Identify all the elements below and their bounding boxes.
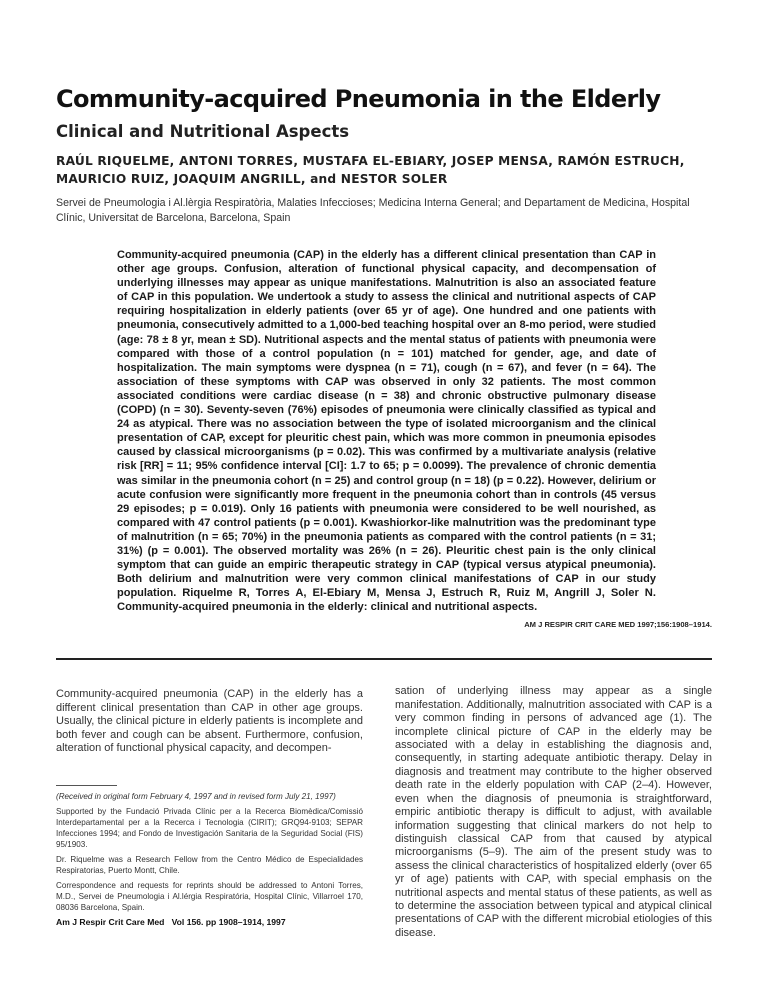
body-left-column: Community-acquired pneumonia (CAP) in the elderly has a different clinical presentation than CAP in other age groups. Usually, the clinical picture in elderly patients is incomplete and both fever and cough can be absent. Furthermore, confusion, alteration of functional physical capacity, and decompen- bbox=[56, 688, 363, 755]
abstract-text: Community-acquired pneumonia (CAP) in the elderly has a different clinical presentation than CAP in other age groups. Confusion, alteration of functional physical capacity, and decompensation of underlying illnesses may appear as unique manifestations. Malnutrition is also an associated feature of CAP in this population. We undertook a study to assess the clinical and nutritional aspects of CAP requiring hospitalization in elderly patients (over 65 yr of age). One hundred and one patients with pneumonia, consecutively admitted to a 1,000-bed teaching hospital over an 8-mo period, were studied (age: 78 ± 8 yr, mean ± SD). Nutritional aspects and the mental status of patients with pneumonia were compared with those of a control population (n = 101) matched for gender, age, and date of hospitalization. The main symptoms were dyspnea (n = 71), cough (n = 67), and fever (n = 64). The association of these symptoms with CAP was observed in only 32 patients. The most common associated conditions were cardiac disease (n = 38) and chronic obstructive pulmonary disease (COPD) (n = 30). Seventy-seven (76%) episodes of pneumonia were clinically classified as typical and 24 as atypical. There was no association between the type of isolated microorganism and the clinical presentation of CAP, except for pleuritic chest pain, which was more common in pneumonia episodes caused by classical microorganisms (p = 0.02). This was confirmed by a multivariate analysis (relative risk [RR] = 11; 95% confidence interval [CI]: 1.7 to 65; p = 0.0099). The prevalence of chronic dementia was similar in the pneumonia cohort (n = 25) and control group (n = 18) (p = 0.22). However, delirium or acute confusion were significantly more frequent in the pneumonia cohort than in controls (45 versus 29 episodes; p = 0.019). Only 16 patients with pneumonia were considered to be well nourished, as compared with 47 control patients (p = 0.001). Kwashiorkor-like malnutrition was the predominant type of malnutrition (n = 65; 70%) in the pneumonia patients as compared with the control patients (n = 31; 31%) (p = 0.001). The observed mortality was 26% (n = 26). Pleuritic chest pain is the only clinical symptom that can guide an empiric therapeutic strategy in CAP (typical versus atypical pneumonia). Both delirium and malnutrition were very common clinical manifestations of CAP in our study population. bbox=[117, 249, 656, 600]
footnote-correspondence: Correspondence and requests for reprints should be addressed to Antoni Torres, M.D., Servei de Pneumologia i Al.lérgia Respiratória, Hospital Clínic, Villarroel 170, 08036 Barcelona, Spain. bbox=[56, 881, 363, 913]
abstract-citation: Riquelme R, Torres A, El-Ebiary M, Mensa J, Estruch R, Ruiz M, Angrill J, Soler N. Community-acquired pneumonia in the elderly: clinical and nutritional aspects. bbox=[117, 587, 656, 614]
affiliation: Servei de Pneumologia i Al.lèrgia Respiratòria, Malaties Infeccioses; Medicina Interna General; and Departament de Medicina, Hospital Clínic, Universitat de Barcelona, Barcelona, Spain bbox=[56, 197, 690, 224]
footnote-divider bbox=[56, 785, 117, 786]
body-right-column: sation of underlying illness may appear as a single manifestation. Additionally, malnutrition associated with CAP is a very common finding in persons of advanced age (1). The incomplete clinical picture of CAP in the elderly may be associated with a delay in establishing the diagnosis and, consequently, in starting adequate antibiotic therapy. Delay in diagnosis and treatment may contribute to the higher observed death rate in the elderly population with CAP (2–4). However, even when the diagnosis of pneumonia is straightforward, empiric antibiotic therapy is difficult to adjust, with available information suggesting that clinical markers do not help to distinguish classical CAP from that caused by atypical microorganisms (5–9). The aim of the present study was to assess the clinical characteristics of hospitalized elderly (over 65 yr of age) patients with CAP, with special emphasis on the nutritional aspects and mental status of these patients, as well as to determine the association between typical and atypical clinical presentations of CAP with the different microbial etiologies of this disease. bbox=[395, 685, 712, 939]
footnote-support: Supported by the Fundació Privada Clínic per a la Recerca Biomèdica/Comissió Interdepartamental per a la Recerca i Tecnologia (CIRIT); GRQ94-9103; SEPAR Infecciones 1994; and Fondo de Investigación Sanitaria de la Seguridad Social (FIS) 95/1903. bbox=[56, 807, 363, 850]
left-column-wrapper bbox=[56, 688, 363, 940]
journal-reference: AM J RESPIR CRIT CARE MED 1997;156:1908–1914. bbox=[524, 620, 712, 630]
author-list: RAÚL RIQUELME, ANTONI TORRES, MUSTAFA EL-EBIARY, JOSEP MENSA, RAMÓN ESTRUCH, MAURICIO RUIZ, JOAQUIM ANGRILL, and NESTOR SOLER bbox=[56, 154, 685, 186]
footnote-journal: Am J Respir Crit Care Med Vol 156. pp 1908–1914, 1997 bbox=[56, 917, 286, 928]
footnote-fellow: Dr. Riquelme was a Research Fellow from the Centro Médico de Especialidades Respiratorias, Puerto Montt, Chile. bbox=[56, 855, 363, 876]
section-divider bbox=[56, 658, 712, 660]
body-columns bbox=[56, 685, 712, 940]
abstract bbox=[117, 248, 656, 614]
footnote-received: (Received in original form February 4, 1997 and in revised form July 21, 1997) bbox=[56, 792, 336, 802]
paper-subtitle: Clinical and Nutritional Aspects bbox=[56, 122, 350, 141]
paper-title: Community-acquired Pneumonia in the Elderly bbox=[56, 85, 661, 113]
